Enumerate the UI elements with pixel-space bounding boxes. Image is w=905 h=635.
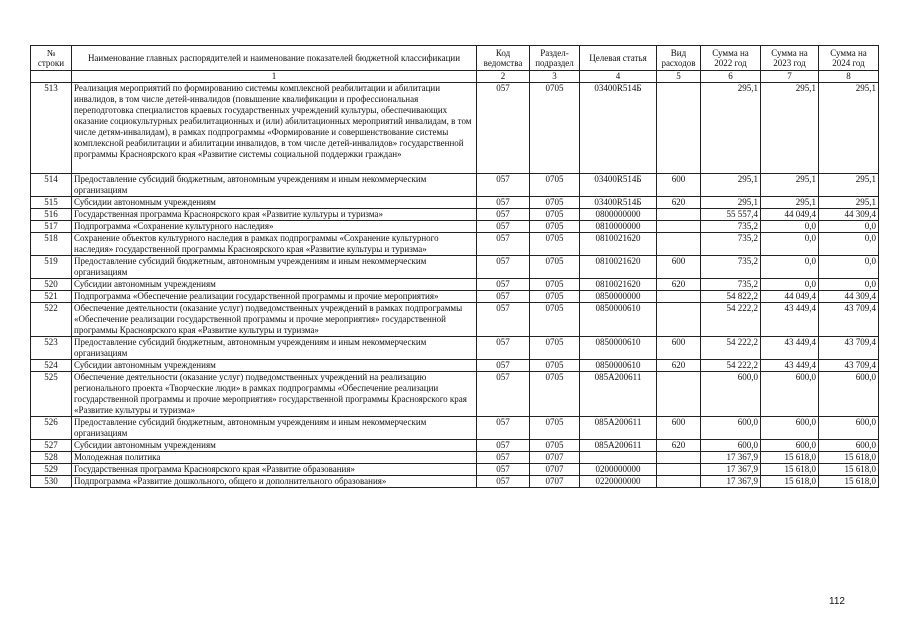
header-expense-type: Вид расходов — [657, 46, 701, 71]
row-name-cell: Подпрограмма «Обеспечение реализации государственной программы и прочие мероприятия» — [72, 291, 477, 303]
dept-code-cell: 057 — [477, 452, 530, 464]
expense-type-cell: 600 — [657, 174, 701, 197]
dept-code-cell: 057 — [477, 83, 530, 174]
row-number-cell: 526 — [31, 417, 72, 440]
row-name-cell: Государственная программа Красноярского края «Развитие образования» — [72, 464, 477, 476]
table-row — [31, 372, 879, 417]
row-name-cell: Предоставление субсидий бюджетным, автономным учреждениям и иным некоммерческим организациям — [72, 174, 477, 197]
row-number-cell: 517 — [31, 221, 72, 233]
dept-code-cell: 057 — [477, 360, 530, 372]
row-name-cell: Предоставление субсидий бюджетным, автономным учреждениям и иным некоммерческим организациям — [72, 337, 477, 360]
expense-type-cell — [657, 476, 701, 488]
row-number-cell: 516 — [31, 209, 72, 221]
section-cell: 0705 — [530, 197, 580, 209]
sum-2023-cell: 44 049,4 — [761, 291, 819, 303]
sum-2022-cell: 600,0 — [701, 372, 761, 417]
table-row — [31, 174, 879, 197]
row-name-cell: Субсидии автономным учреждениям — [72, 440, 477, 452]
section-cell: 0707 — [530, 452, 580, 464]
section-cell: 0707 — [530, 476, 580, 488]
section-cell: 0705 — [530, 291, 580, 303]
target-article-cell: 0850000610 — [580, 360, 657, 372]
row-name-cell: Субсидии автономным учреждениям — [72, 360, 477, 372]
table-row — [31, 197, 879, 209]
sum-2023-cell: 15 618,0 — [761, 452, 819, 464]
table-row — [31, 209, 879, 221]
table-row — [31, 233, 879, 256]
expense-type-cell — [657, 83, 701, 174]
expense-type-cell — [657, 303, 701, 337]
dept-code-cell: 057 — [477, 440, 530, 452]
sum-2024-cell: 600,0 — [819, 372, 879, 417]
header-target-article: Целевая статья — [580, 46, 657, 71]
section-cell: 0705 — [530, 221, 580, 233]
target-article-cell — [580, 452, 657, 464]
section-cell: 0705 — [530, 233, 580, 256]
dept-code-cell: 057 — [477, 464, 530, 476]
target-article-cell: 085А200611 — [580, 440, 657, 452]
dept-code-cell: 057 — [477, 337, 530, 360]
table-row — [31, 256, 879, 279]
header-sum-2023: Сумма на 2023 год — [761, 46, 819, 71]
row-number-cell: 520 — [31, 279, 72, 291]
column-number: 1 — [72, 71, 477, 83]
section-cell: 0705 — [530, 417, 580, 440]
column-number: 6 — [701, 71, 761, 83]
section-cell: 0705 — [530, 360, 580, 372]
target-article-cell: 085А200611 — [580, 417, 657, 440]
dept-code-cell: 057 — [477, 476, 530, 488]
expense-type-cell: 620 — [657, 360, 701, 372]
row-number-cell: 522 — [31, 303, 72, 337]
row-name-cell: Предоставление субсидий бюджетным, автономным учреждениям и иным некоммерческим организациям — [72, 417, 477, 440]
section-cell: 0705 — [530, 337, 580, 360]
section-cell: 0705 — [530, 279, 580, 291]
sum-2022-cell: 735,2 — [701, 256, 761, 279]
sum-2022-cell: 17 367,9 — [701, 476, 761, 488]
expense-type-cell — [657, 221, 701, 233]
row-name-cell: Подпрограмма «Сохранение культурного наследия» — [72, 221, 477, 233]
column-number — [31, 71, 72, 83]
sum-2023-cell: 0,0 — [761, 256, 819, 279]
row-name-cell: Субсидии автономным учреждениям — [72, 197, 477, 209]
expense-type-cell: 620 — [657, 197, 701, 209]
target-article-cell: 0810000000 — [580, 221, 657, 233]
section-cell: 0705 — [530, 174, 580, 197]
row-number-cell: 514 — [31, 174, 72, 197]
dept-code-cell: 057 — [477, 303, 530, 337]
header-row-number: № строки — [31, 46, 72, 71]
table-row — [31, 291, 879, 303]
target-article-cell: 0850000610 — [580, 337, 657, 360]
table-row — [31, 452, 879, 464]
column-number: 2 — [477, 71, 530, 83]
row-number-cell: 525 — [31, 372, 72, 417]
table-row — [31, 221, 879, 233]
sum-2022-cell: 735,2 — [701, 221, 761, 233]
sum-2024-cell: 600,0 — [819, 417, 879, 440]
target-article-cell: 0810021620 — [580, 233, 657, 256]
row-number-cell: 523 — [31, 337, 72, 360]
sum-2024-cell: 0,0 — [819, 221, 879, 233]
row-number-cell: 529 — [31, 464, 72, 476]
sum-2024-cell: 295,1 — [819, 174, 879, 197]
sum-2023-cell: 15 618,0 — [761, 476, 819, 488]
expense-type-cell: 600 — [657, 256, 701, 279]
sum-2022-cell: 54 222,2 — [701, 337, 761, 360]
sum-2023-cell: 600,0 — [761, 417, 819, 440]
sum-2024-cell: 600,0 — [819, 440, 879, 452]
dept-code-cell: 057 — [477, 256, 530, 279]
sum-2022-cell: 17 367,9 — [701, 464, 761, 476]
sum-2023-cell: 44 049,4 — [761, 209, 819, 221]
row-number-cell: 530 — [31, 476, 72, 488]
column-number: 5 — [657, 71, 701, 83]
sum-2022-cell: 54 822,2 — [701, 291, 761, 303]
page-number: 112 — [829, 596, 845, 607]
table-row — [31, 440, 879, 452]
target-article-cell: 03400R514Б — [580, 197, 657, 209]
budget-table — [30, 45, 879, 488]
sum-2023-cell: 295,1 — [761, 197, 819, 209]
sum-2022-cell: 54 222,2 — [701, 303, 761, 337]
dept-code-cell: 057 — [477, 221, 530, 233]
row-number-cell: 519 — [31, 256, 72, 279]
sum-2024-cell: 15 618,0 — [819, 476, 879, 488]
expense-type-cell: 620 — [657, 440, 701, 452]
target-article-cell: 0800000000 — [580, 209, 657, 221]
expense-type-cell: 620 — [657, 279, 701, 291]
table-row — [31, 417, 879, 440]
sum-2024-cell: 295,1 — [819, 83, 879, 174]
expense-type-cell: 600 — [657, 337, 701, 360]
dept-code-cell: 057 — [477, 372, 530, 417]
target-article-cell: 0220000000 — [580, 476, 657, 488]
sum-2024-cell: 43 709,4 — [819, 337, 879, 360]
sum-2023-cell: 43 449,4 — [761, 337, 819, 360]
expense-type-cell — [657, 291, 701, 303]
column-number: 3 — [530, 71, 580, 83]
table-row — [31, 83, 879, 174]
row-number-cell: 513 — [31, 83, 72, 174]
sum-2023-cell: 295,1 — [761, 83, 819, 174]
sum-2024-cell: 15 618,0 — [819, 464, 879, 476]
sum-2022-cell: 17 367,9 — [701, 452, 761, 464]
sum-2023-cell: 600,0 — [761, 440, 819, 452]
dept-code-cell: 057 — [477, 197, 530, 209]
sum-2024-cell: 44 309,4 — [819, 209, 879, 221]
section-cell: 0705 — [530, 440, 580, 452]
row-number-cell: 528 — [31, 452, 72, 464]
row-name-cell: Молодежная политика — [72, 452, 477, 464]
table-row — [31, 464, 879, 476]
target-article-cell: 0850000610 — [580, 303, 657, 337]
sum-2022-cell: 600,0 — [701, 440, 761, 452]
table-row — [31, 476, 879, 488]
header-sum-2022: Сумма на 2022 год — [701, 46, 761, 71]
sum-2024-cell: 0,0 — [819, 233, 879, 256]
row-name-cell: Предоставление субсидий бюджетным, автономным учреждениям и иным некоммерческим организациям — [72, 256, 477, 279]
sum-2022-cell: 600,0 — [701, 417, 761, 440]
sum-2022-cell: 55 557,4 — [701, 209, 761, 221]
row-name-cell: Сохранение объектов культурного наследия в рамках подпрограммы «Сохранение культурного наследия» государственной программы Красноярского края «Развитие культуры и туризма» — [72, 233, 477, 256]
row-name-cell: Обеспечение деятельности (оказание услуг) подведомственных учреждений на реализацию регионального проекта «Творческие люди» в рамках подпрограммы «Обеспечение реализации государственной программы и прочие мероприятия» государственной программы Красноярского края «Развитие культуры и туризма» — [72, 372, 477, 417]
dept-code-cell: 057 — [477, 233, 530, 256]
table-row — [31, 337, 879, 360]
sum-2023-cell: 600,0 — [761, 372, 819, 417]
column-number: 4 — [580, 71, 657, 83]
target-article-cell: 03400R514Б — [580, 83, 657, 174]
expense-type-cell: 600 — [657, 417, 701, 440]
column-number-row — [31, 71, 879, 83]
column-number: 7 — [761, 71, 819, 83]
dept-code-cell: 057 — [477, 209, 530, 221]
sum-2023-cell: 15 618,0 — [761, 464, 819, 476]
header-dept-code: Код ведомства — [477, 46, 530, 71]
row-name-cell: Субсидии автономным учреждениям — [72, 279, 477, 291]
target-article-cell: 0810021620 — [580, 279, 657, 291]
sum-2022-cell: 295,1 — [701, 83, 761, 174]
sum-2024-cell: 44 309,4 — [819, 291, 879, 303]
sum-2023-cell: 0,0 — [761, 233, 819, 256]
row-number-cell: 518 — [31, 233, 72, 256]
target-article-cell: 03400R514Б — [580, 174, 657, 197]
expense-type-cell — [657, 372, 701, 417]
sum-2024-cell: 15 618,0 — [819, 452, 879, 464]
expense-type-cell — [657, 464, 701, 476]
section-cell: 0705 — [530, 256, 580, 279]
sum-2022-cell: 295,1 — [701, 174, 761, 197]
section-cell: 0705 — [530, 83, 580, 174]
sum-2023-cell: 43 449,4 — [761, 360, 819, 372]
row-number-cell: 524 — [31, 360, 72, 372]
table-row — [31, 360, 879, 372]
row-name-cell: Реализация мероприятий по формированию системы комплексной реабилитации и абилитации инвалидов, в том числе детей-инвалидов (повышение квалификации и профессиональная переподготовка специалистов краевых государственных учреждений культуры, обеспечивающих оказание социокультурных реабилитационных и (или) абилитационных мероприятий инвалидам, в том числе детям-инвалидам), в рамках подпрограммы «Формирование и совершенствование системы комплексной реабилитации и абилитации инвалидов, в том числе детей-инвалидов» государственной программы Красноярского края «Развитие системы социальной поддержки граждан» — [72, 83, 477, 174]
column-number: 8 — [819, 71, 879, 83]
row-number-cell: 527 — [31, 440, 72, 452]
target-article-cell: 085А200611 — [580, 372, 657, 417]
row-name-cell: Государственная программа Красноярского края «Развитие культуры и туризма» — [72, 209, 477, 221]
expense-type-cell — [657, 233, 701, 256]
sum-2024-cell: 295,1 — [819, 197, 879, 209]
dept-code-cell: 057 — [477, 291, 530, 303]
target-article-cell: 0200000000 — [580, 464, 657, 476]
sum-2024-cell: 0,0 — [819, 256, 879, 279]
sum-2023-cell: 295,1 — [761, 174, 819, 197]
expense-type-cell — [657, 209, 701, 221]
sum-2024-cell: 0,0 — [819, 279, 879, 291]
dept-code-cell: 057 — [477, 279, 530, 291]
row-number-cell: 515 — [31, 197, 72, 209]
sum-2023-cell: 0,0 — [761, 221, 819, 233]
dept-code-cell: 057 — [477, 174, 530, 197]
expense-type-cell — [657, 452, 701, 464]
header-row — [31, 46, 879, 71]
sum-2024-cell: 43 709,4 — [819, 360, 879, 372]
target-article-cell: 0810021620 — [580, 256, 657, 279]
header-name: Наименование главных распорядителей и наименование показателей бюджетной классификации — [72, 46, 477, 71]
row-name-cell: Подпрограмма «Развитие дошкольного, общего и дополнительного образования» — [72, 476, 477, 488]
row-name-cell: Обеспечение деятельности (оказание услуг) подведомственных учреждений в рамках подпрограммы «Обеспечение реализации государственной программы и прочие мероприятия» государственной программы Красноярского края «Развитие культуры и туризма» — [72, 303, 477, 337]
target-article-cell: 0850000000 — [580, 291, 657, 303]
sum-2022-cell: 735,2 — [701, 279, 761, 291]
sum-2023-cell: 0,0 — [761, 279, 819, 291]
header-sum-2024: Сумма на 2024 год — [819, 46, 879, 71]
sum-2023-cell: 43 449,4 — [761, 303, 819, 337]
sum-2024-cell: 43 709,4 — [819, 303, 879, 337]
table-row — [31, 303, 879, 337]
section-cell: 0705 — [530, 303, 580, 337]
section-cell: 0705 — [530, 372, 580, 417]
sum-2022-cell: 54 222,2 — [701, 360, 761, 372]
table-row — [31, 279, 879, 291]
dept-code-cell: 057 — [477, 417, 530, 440]
section-cell: 0705 — [530, 209, 580, 221]
sum-2022-cell: 295,1 — [701, 197, 761, 209]
row-number-cell: 521 — [31, 291, 72, 303]
header-section: Раздел-подраздел — [530, 46, 580, 71]
section-cell: 0707 — [530, 464, 580, 476]
sum-2022-cell: 735,2 — [701, 233, 761, 256]
